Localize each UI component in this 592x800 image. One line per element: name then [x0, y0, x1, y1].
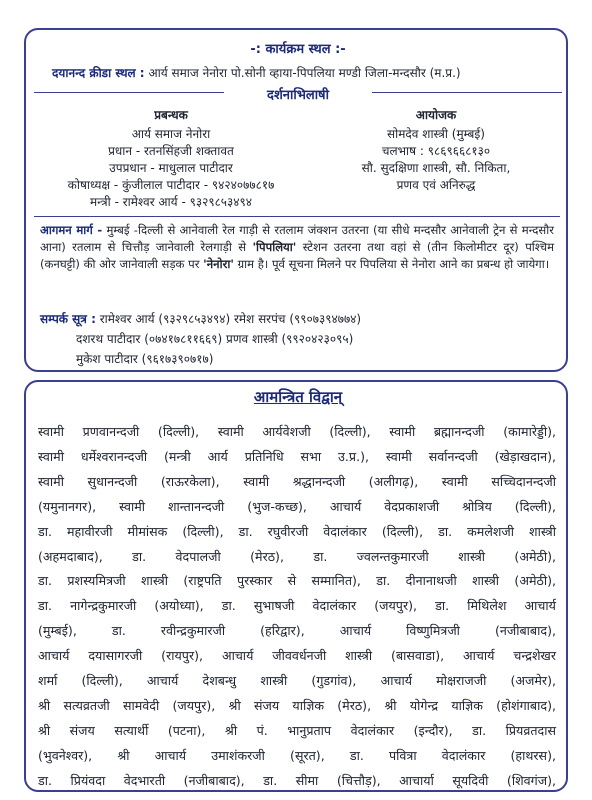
- organizer-title: आयोजक: [415, 108, 457, 122]
- program-details-box: [24, 28, 568, 372]
- manager-org: आर्य समाज नेनोरा: [131, 127, 211, 141]
- route-part3: ग्राम है। पूर्व सूचना मिलने पर पिपलिया से नेनोरा आने का प्रबन्ध हो जायेगा।: [237, 257, 550, 271]
- scholars-line: (मुम्बई), डा. रवीन्द्रकुमारजी (हरिद्वार), आचार्य विष्णुमित्रजी (नजीबाबाद),: [38, 623, 556, 639]
- manager-treasurer: कोषाध्यक्ष - कुंजीलाल पाटीदार - ९४२४०७७८१७: [67, 178, 275, 192]
- contact-line1: रामेश्वर आर्य (९३२९८५३४९४) रमेश सरपंच (९९०७३९४७७४): [99, 312, 362, 326]
- scholars-line: स्वामी प्रणवानन्दजी (दिल्ली), स्वामी आर्यवेशजी (दिल्ली), स्वामी ब्रह्मानन्दजी (कामारेड्डी),: [38, 424, 556, 439]
- darshan-heading: दर्शनाभिलाषी: [267, 88, 329, 103]
- venue-text: आर्य समाज नेनोरा पो.सोनी व्हाया-पिपलिया मण्डी जिला-मन्दसौर (म.प्र.): [148, 66, 461, 80]
- manager-title: प्रबन्धक: [154, 108, 188, 122]
- route-part2: स्टेशन उतरना तथा वहां से (तीन किलोमीटर दूर) पश्चिम (कनघट्टी) की ओर जानेवाली सड़क पर: [40, 240, 555, 271]
- contact-label: सम्पर्क सूत्र :: [40, 312, 96, 326]
- scholars-line: स्वामी धर्मेश्वरानन्दजी (मन्त्री आर्य प्रतिनिधि सभा उ.प्र.), स्वामी सर्वानन्दजी (खेड़ाखदान),: [38, 448, 556, 464]
- manager-secretary: मन्त्री - रामेश्वर आर्य - ९३२९८५३४९४: [89, 195, 253, 209]
- contact-line-2: दशरथ पाटीदार (०७४१७८११६६९) प्रणव शास्त्री (९९२०४२३०९५): [76, 332, 354, 346]
- route-part1: मुम्बई -दिल्ली से आनेवाली रेल गाड़ी से रतलाम जंक्शन उतरना (या सीधे मन्दसौर आनेवाली ट्रेन से मन्दसौर आना) रतलाम से चित्तौड़ जानेवाली रेलगाड़ी से: [40, 223, 555, 254]
- scholars-line: (यमुनानगर), स्वामी शान्तानन्दजी (भुज-कच्छ), आचार्य वेदप्रकाशजी श्रोत्रिय (दिल्ली),: [38, 498, 556, 514]
- scholars-line: डा. प्रियंवदा वेदभारती (नजीबाबाद), डा. सीमा (चित्तौड़), आचार्या सूयदिवी (शिवगंज),: [38, 772, 556, 788]
- scholars-line: श्री संजय सत्यार्थी (पटना), श्री पं. भानुप्रताप वेदालंकार (इन्दौर), डा. प्रियव्रतदास: [38, 722, 556, 738]
- scholars-line: डा. महावीरजी मीमांसक (दिल्ली), डा. रघुवीरजी वेदालंकार (दिल्ली), डा. कमलेशजी शास्त्री: [38, 523, 556, 539]
- scholars-list: [38, 420, 556, 794]
- venue-heading: -: कार्यक्रम स्थल :-: [250, 42, 346, 57]
- organizer-family2: प्रणव एवं अनिरुद्ध: [396, 178, 476, 192]
- invited-scholars-box: [24, 380, 568, 792]
- organizer-phone: चलभाष : ९८६९६६८१३०: [381, 144, 491, 158]
- scholars-line: शर्मा (दिल्ली), आचार्य देशबन्धु शास्त्री (गुडगांव), आचार्य मोक्षराजजी (अजमेर),: [38, 673, 556, 689]
- contact-line-1: [40, 312, 361, 326]
- scholars-heading: आमन्त्रित विद्वान्: [253, 388, 343, 406]
- route-station: 'पिपलिया': [252, 240, 297, 254]
- scholars-line: डा. नागेन्द्रकुमारजी (अयोध्या), डा. सुभाषजी वेदालंकार (जयपुर), डा. मिथिलेश आचार्य: [38, 598, 556, 614]
- route-village: 'नेनोरा': [203, 257, 234, 271]
- scholars-line: (अहमदाबाद), डा. वेदपालजी (मेरठ), डा. ज्वलन्तकुमारजी शास्त्री (अमेठी),: [38, 548, 556, 564]
- route-paragraph: [40, 222, 554, 273]
- organizer-family: सौ. सुदक्षिणा शास्त्री, सौ. निकिता,: [361, 161, 511, 175]
- contact-line-3: मुकेश पाटीदार (९६१७३९०७१७): [76, 352, 214, 366]
- scholars-line: स्वामी सुधानन्दजी (राऊरकेला), स्वामी श्रद्धानन्दजी (अलीगढ़), स्वामी सच्चिदानन्दजी: [38, 473, 556, 489]
- divider-route: [34, 216, 560, 217]
- scholars-line: (भुवनेश्वर), श्री आचार्य उमाशंकरजी (सूरत), डा. पवित्रा वेदालंकार (हाथरस),: [38, 747, 556, 763]
- venue-label: दयानन्द क्रीडा स्थल :: [52, 66, 145, 80]
- scholars-line: आचार्य दयासागरजी (रायपुर), आचार्य जीववर्धनजी शास्त्री (बासवाडा), आचार्य चन्द्रशेखर: [38, 648, 556, 664]
- scholars-line: श्री सत्यव्रतजी सामवेदी (जयपुर), श्री संजय याज्ञिक (मेरठ), श्री योगेन्द्र याज्ञिक (होशंगाबाद),: [38, 697, 556, 713]
- organizer-name: सोमदेव शास्त्री (मुम्बई): [387, 127, 485, 141]
- scholars-line: डा. प्रशस्यमित्रजी शास्त्री (राष्ट्रपति पुरस्कार से सम्मानित), डा. दीनानाथजी शास्त्री (अमेठी),: [38, 573, 556, 589]
- manager-vice: उपप्रधान - माधुलाल पाटीदार: [109, 161, 233, 175]
- venue-line: [52, 66, 461, 80]
- manager-president: प्रधान - रतनसिंहजी शक्तावत: [108, 144, 234, 158]
- route-label: आगमन मार्ग -: [40, 223, 103, 237]
- divider-right: [372, 92, 562, 93]
